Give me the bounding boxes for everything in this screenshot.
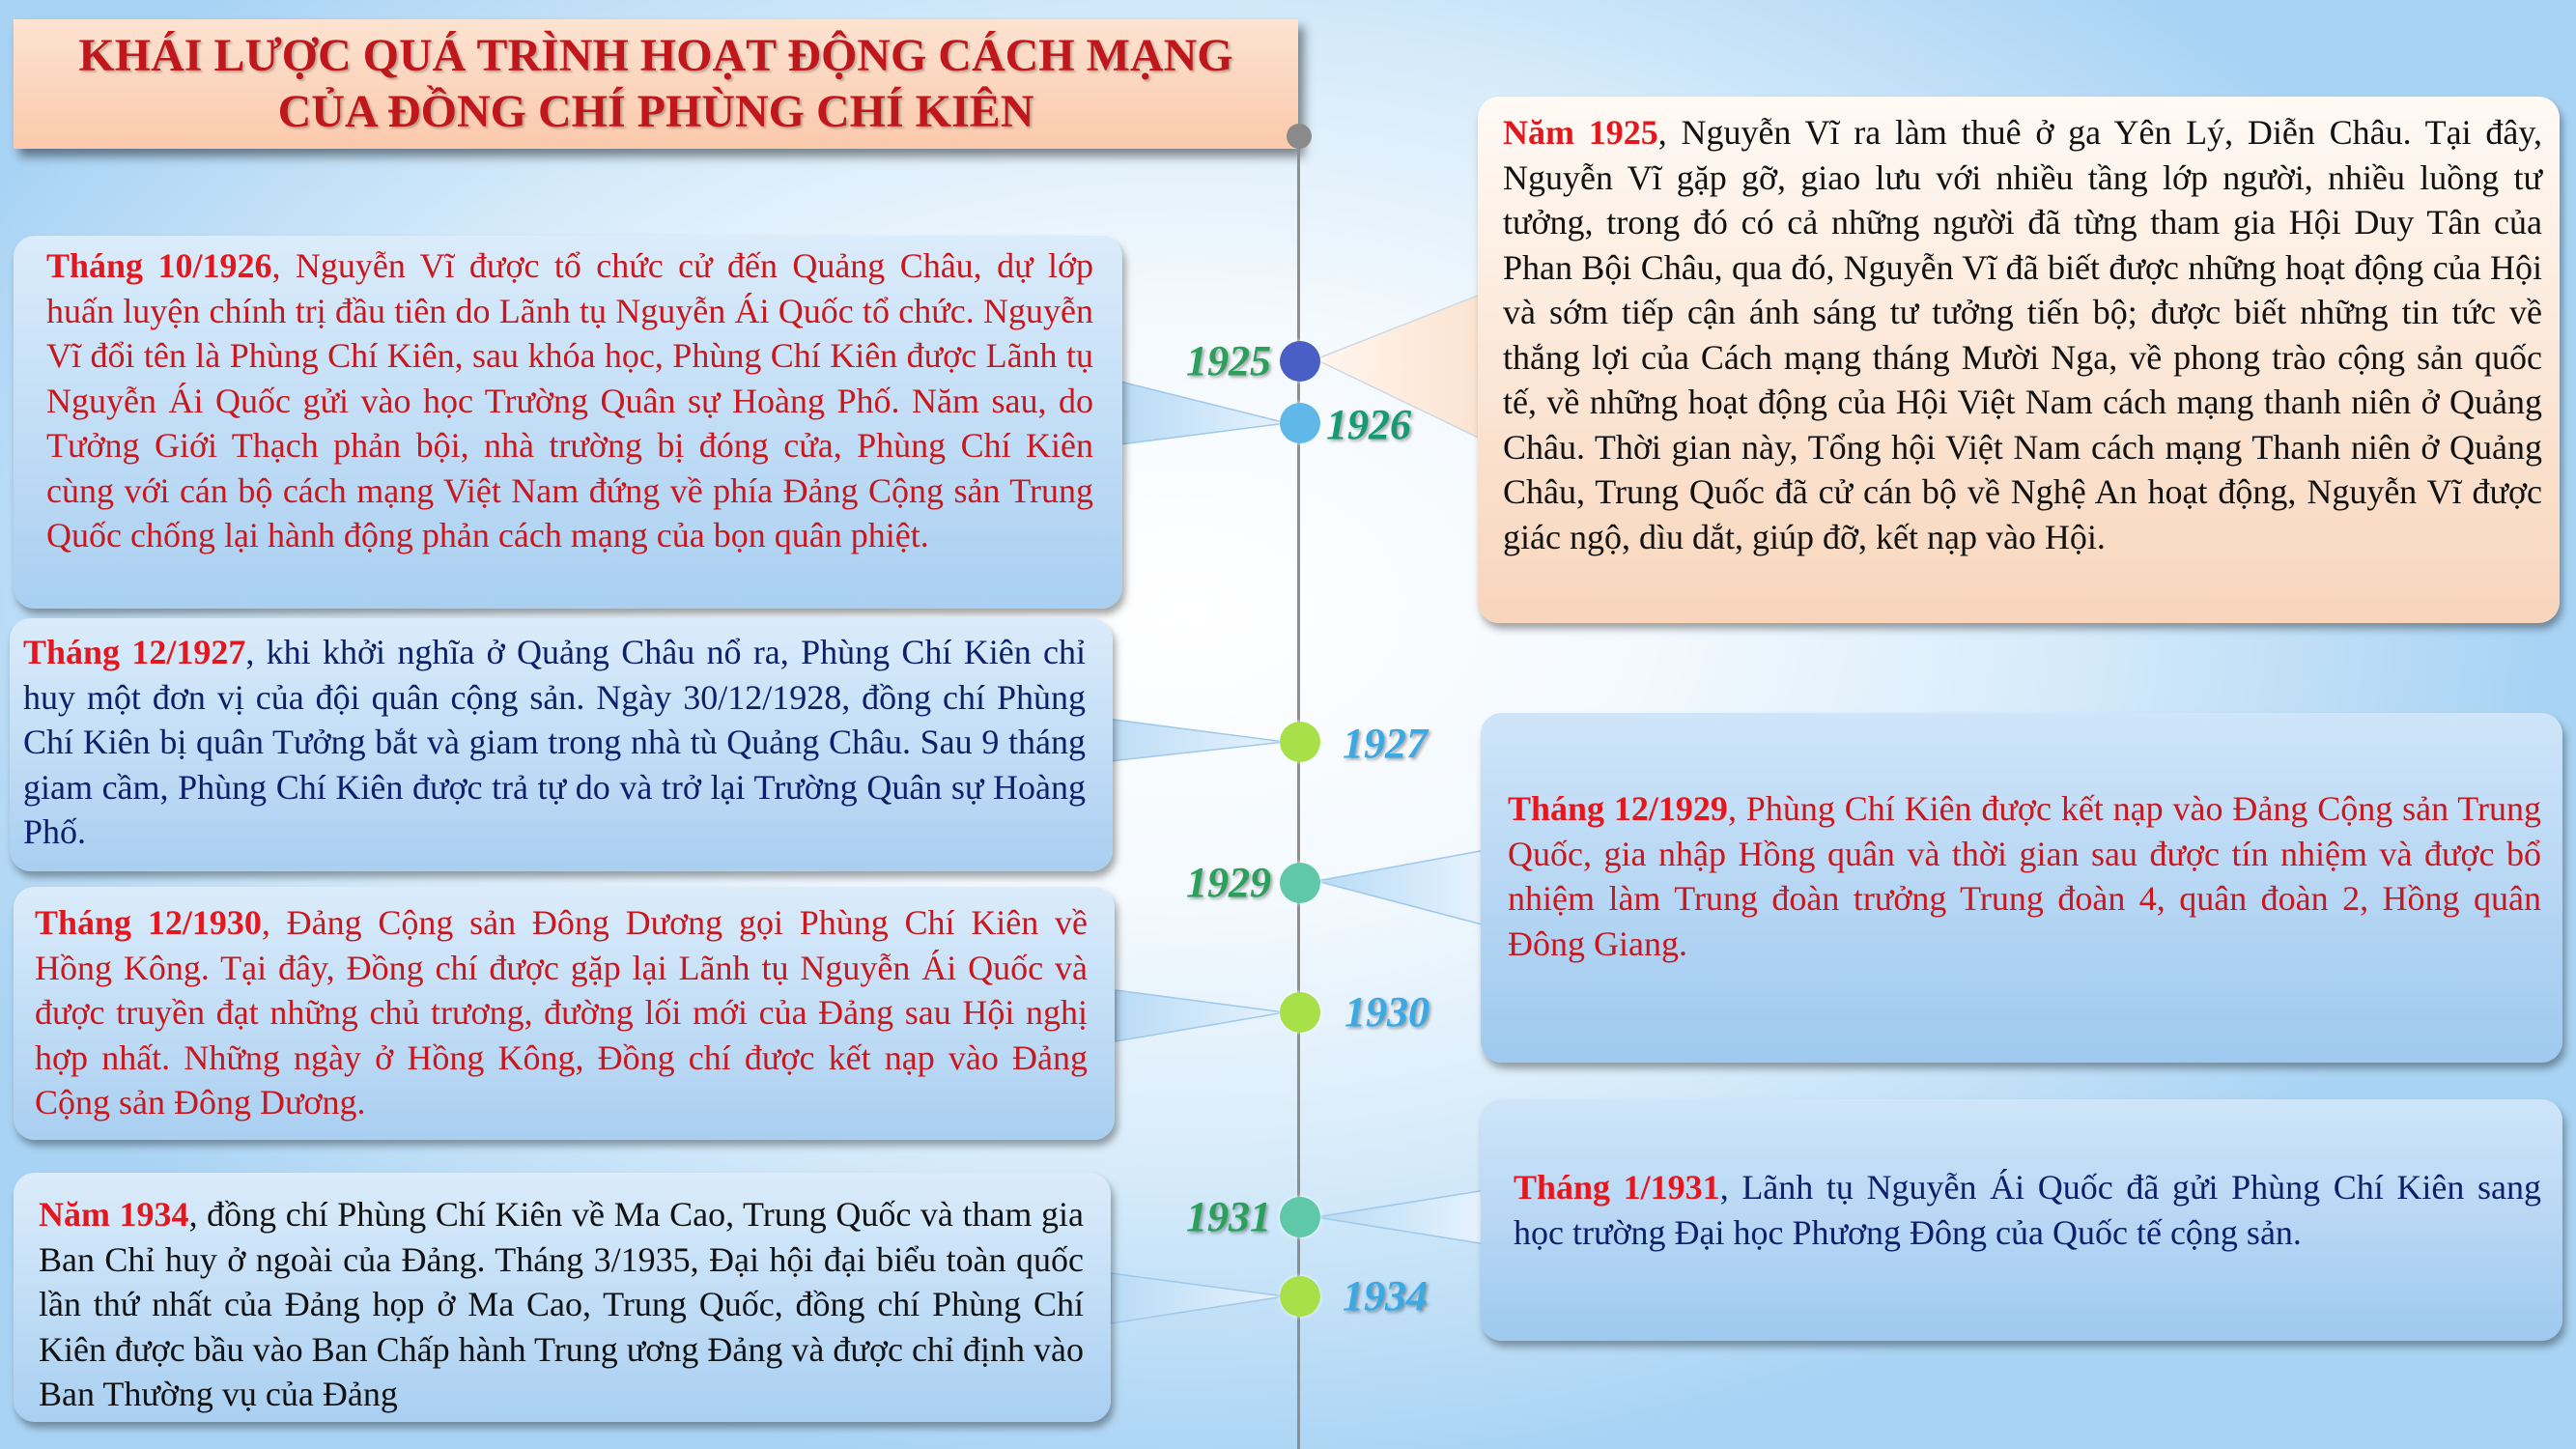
connector-1927	[1091, 717, 1285, 763]
event-text-1927: , khi khởi nghĩa ở Quảng Châu nổ ra, Phùng Chí Kiên chỉ huy một đơn vị của đội quân cộng sản. Ngày 30/12/1928, đồng chí Phùng Chí Kiên bị quân Tưởng bắt và giam trong nhà tù Quảng Châu. Sau 9 tháng giam cầm, Phùng Chí Kiên được trả tự do và trở lại Trường Quân sự Hoàng Phố.	[23, 633, 1086, 851]
event-text-1929: , Phùng Chí Kiên được kết nạp vào Đảng Cộng sản Trung Quốc, gia nhập Hồng quân và thời gian sau được tín nhiệm và được bổ nhiệm làm Trung đoàn trưởng Trung đoàn 4, quân đoàn 2, Hồng quân Đông Giang.	[1508, 789, 2541, 963]
year-label-1930: 1930	[1345, 988, 1430, 1036]
event-lead-1926: Tháng 10/1926	[46, 246, 272, 285]
connector-1934	[1111, 1273, 1285, 1323]
event-box-1934	[14, 1173, 1111, 1422]
timeline-dot-1931	[1280, 1197, 1320, 1237]
timeline-axis	[1297, 135, 1300, 1449]
timeline-dot-1930	[1280, 992, 1320, 1033]
event-text-1931: , Lãnh tụ Nguyễn Ái Quốc đã gửi Phùng Chí Kiên sang học trường Đại học Phương Đông của Quốc tế cộng sản.	[1514, 1168, 2541, 1252]
connector-1929	[1316, 850, 1486, 925]
year-label-1927: 1927	[1343, 720, 1428, 767]
timeline-start-marker	[1287, 124, 1312, 149]
title-line-2: CỦA ĐỒNG CHÍ PHÙNG CHÍ KIÊN	[277, 86, 1034, 137]
event-box-1925	[1478, 97, 2560, 623]
year-label-1929: 1929	[1186, 859, 1271, 906]
event-lead-1927: Tháng 12/1927	[23, 633, 246, 671]
event-lead-1931: Tháng 1/1931	[1514, 1168, 1720, 1207]
timeline-dot-1934	[1280, 1276, 1320, 1317]
event-lead-1934: Năm 1934	[39, 1195, 189, 1234]
year-label-1931: 1931	[1186, 1193, 1271, 1240]
year-label-1926: 1926	[1326, 401, 1411, 448]
event-box-1929	[1481, 713, 2562, 1063]
timeline-dot-1929	[1280, 863, 1320, 903]
year-label-1925: 1925	[1186, 337, 1271, 384]
connector-1931	[1316, 1190, 1486, 1244]
connector-1930	[1116, 990, 1285, 1041]
timeline-dot-1927	[1280, 722, 1320, 762]
event-text-1925: , Nguyễn Vĩ ra làm thuê ở ga Yên Lý, Diễn Châu. Tại đây, Nguyễn Vĩ gặp gỡ, giao lưu với nhiều tầng lớp người, nhiều luồng tư tưởng, trong đó có cả những người đã từng tham gia Hội Duy Tân của Phan Bội Châu, qua đó, Nguyễn Vĩ đã biết được những hoạt động của Hội và sớm tiếp cận ánh sáng tư tưởng tiến bộ; được biết những tin tức về thắng lợi của Cách mạng tháng Mười Nga, về phong trào cộng sản quốc tế, về những hoạt động của Hội Việt Nam cách mạng thanh niên ở Quảng Châu. Thời gian này, Tổng hội Việt Nam cách mạng Thanh niên ở Quảng Châu, Trung Quốc đã cử cán bộ về Nghệ An hoạt động, Nguyễn Vĩ được giác ngộ, dìu dắt, giúp đỡ, kết nạp vào Hội.	[1503, 113, 2542, 556]
event-box-1931	[1481, 1099, 2562, 1341]
connector-1926	[1120, 382, 1287, 444]
title-line-1: KHÁI LƯỢC QUÁ TRÌNH HOẠT ĐỘNG CÁCH MẠNG	[78, 30, 1233, 81]
event-text-1926: , Nguyễn Vĩ được tổ chức cử đến Quảng Châu, dự lớp huấn luyện chính trị đầu tiên do Lãnh tụ Nguyễn Ái Quốc tổ chức. Nguyễn Vĩ đổi tên là Phùng Chí Kiên, sau khóa học, Phùng Chí Kiên được Lãnh tụ Nguyễn Ái Quốc gửi vào học Trường Quân sự Hoàng Phố. Năm sau, do Tưởng Giới Thạch phản bội, nhà trường bị đóng cửa, Phùng Chí Kiên cùng với cán bộ cách mạng Việt Nam đứng về phía Đảng Cộng sản Trung Quốc chống lại hành động phản cách mạng của bọn quân phiệt.	[46, 246, 1094, 554]
timeline-dot-1925	[1280, 341, 1320, 382]
year-label-1934: 1934	[1343, 1272, 1428, 1320]
timeline-dot-1926	[1280, 403, 1320, 443]
event-box-1927	[10, 618, 1113, 871]
event-lead-1930: Tháng 12/1930	[35, 903, 262, 942]
event-box-1926	[14, 236, 1122, 609]
event-box-1930	[14, 887, 1115, 1140]
event-text-1930: , Đảng Cộng sản Đông Dương gọi Phùng Chí Kiên về Hồng Kông. Tại đây, Đồng chí được gặp lại Lãnh tụ Nguyễn Ái Quốc và được truyền đạt những chủ trương, đường lối mới của Đảng sau Hội nghị hợp nhất. Những ngày ở Hồng Kông, Đồng chí được kết nạp vào Đảng Cộng sản Đông Dương.	[35, 903, 1088, 1122]
event-lead-1929: Tháng 12/1929	[1508, 789, 1728, 828]
event-text-1934: , đồng chí Phùng Chí Kiên về Ma Cao, Trung Quốc và tham gia Ban Chỉ huy ở ngoài của Đảng. Tháng 3/1935, Đại hội đại biểu toàn quốc lần thứ nhất của Đảng họp ở Ma Cao, Trung Quốc, đồng chí Phùng Chí Kiên được bầu vào Ban Chấp hành Trung ương Đảng và được chỉ định vào Ban Thường vụ của Đảng	[39, 1195, 1084, 1413]
event-lead-1925: Năm 1925	[1503, 113, 1658, 152]
